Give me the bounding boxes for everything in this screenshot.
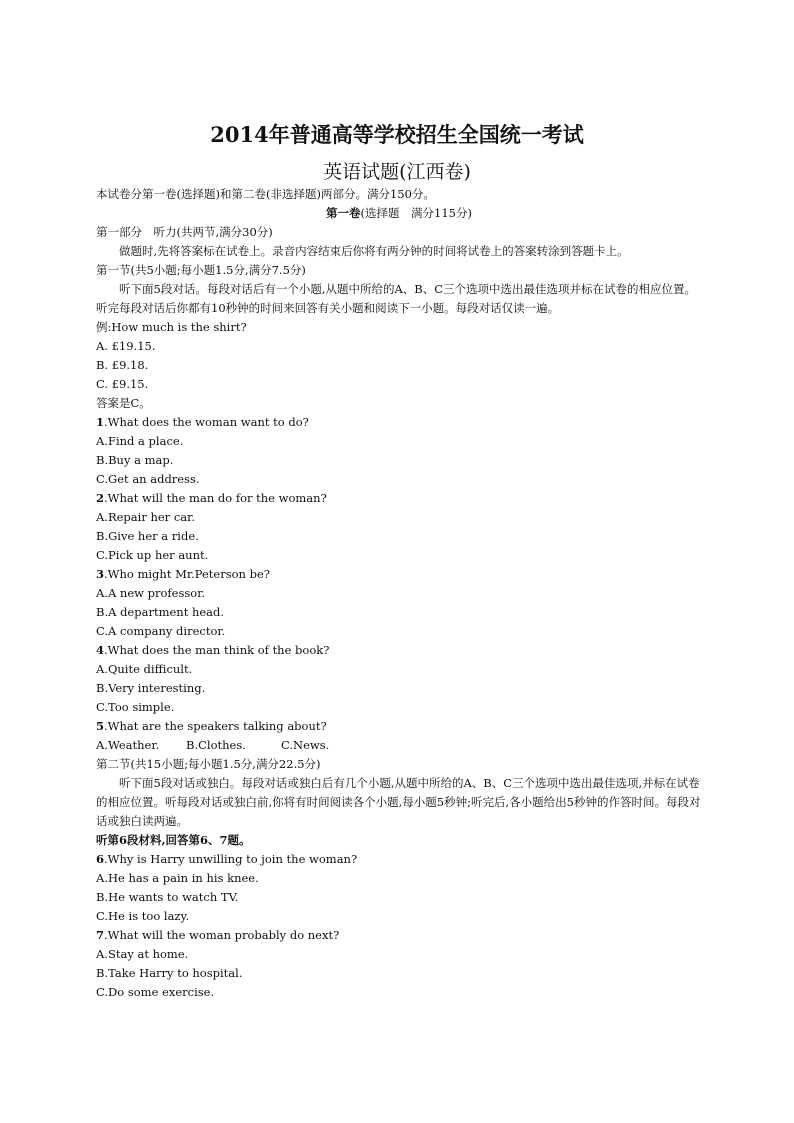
volume-name: 第一卷 xyxy=(326,206,361,220)
question xyxy=(96,850,702,869)
example-option-c: C. £9.15. xyxy=(96,377,149,391)
question-number: 2 xyxy=(96,491,105,505)
exam-subtitle: 英语试题(江西卷) xyxy=(323,161,471,183)
option-b: B.He wants to watch TV. xyxy=(96,890,239,904)
question-text: .What will the man do for the woman? xyxy=(104,491,327,505)
question-text: .Who might Mr.Peterson be? xyxy=(104,567,270,581)
option-c: C.A company director. xyxy=(96,624,226,638)
question xyxy=(96,641,702,660)
question-text: .Why is Harry unwilling to join the woman? xyxy=(104,852,358,866)
example-option-a: A. £19.15. xyxy=(96,339,156,353)
question-text: .What does the woman want to do? xyxy=(104,415,309,429)
example-answer: 答案是C。 xyxy=(96,396,151,410)
general-instruction: 做题时,先将答案标在试卷上。录音内容结束后你将有两分钟的时间将试卷上的答案转涂到答题卡上。 xyxy=(119,244,629,258)
section1-instruction: 听下面5段对话。每段对话后有一个小题,从题中所给的A、B、C三个选项中选出最佳选项并标在试卷的相应位置。听完每段对话后你都有10秒钟的时间来回答有关小题和阅读下一小题。每段对话仅读一遍。 xyxy=(96,282,697,315)
question-number: 5 xyxy=(96,719,105,733)
section2-heading: 第二节(共15小题;每小题1.5分,满分22.5分) xyxy=(96,757,321,771)
question-text: .What are the speakers talking about? xyxy=(104,719,327,733)
option-b: B.A department head. xyxy=(96,605,225,619)
option-a: A.A new professor. xyxy=(96,586,206,600)
exam-intro: 本试卷分第一卷(选择题)和第二卷(非选择题)两部分。满分150分。 xyxy=(96,187,435,201)
option-b: B.Clothes. xyxy=(186,738,246,752)
question-number: 3 xyxy=(96,567,105,581)
option-b: B.Give her a ride. xyxy=(96,529,199,543)
part1-heading: 第一部分 听力(共两节,满分30分) xyxy=(96,225,273,239)
option-c: C.News. xyxy=(281,738,330,752)
option-c: C.Pick up her aunt. xyxy=(96,548,209,562)
option-c: C.He is too lazy. xyxy=(96,909,190,923)
question-number: 7 xyxy=(96,928,105,942)
option-a: A.Weather. xyxy=(96,738,160,752)
question xyxy=(96,717,702,736)
option-b: B.Very interesting. xyxy=(96,681,206,695)
question-number: 1 xyxy=(96,415,105,429)
option-b: B.Take Harry to hospital. xyxy=(96,966,243,980)
option-a: A.Stay at home. xyxy=(96,947,189,961)
inline-options xyxy=(96,736,702,755)
question-text: .What will the woman probably do next? xyxy=(104,928,340,942)
option-a: A.Find a place. xyxy=(96,434,184,448)
question xyxy=(96,565,702,584)
section1-heading: 第一节(共5小题;每小题1.5分,满分7.5分) xyxy=(96,263,306,277)
volume-heading xyxy=(96,204,702,223)
question xyxy=(96,926,702,945)
exam-content xyxy=(96,185,702,1002)
option-a: A.He has a pain in his knee. xyxy=(96,871,259,885)
question xyxy=(96,413,702,432)
question-number: 4 xyxy=(96,643,105,657)
question xyxy=(96,489,702,508)
example-question: 例:How much is the shirt? xyxy=(96,320,247,334)
question-number: 6 xyxy=(96,852,105,866)
option-c: C.Do some exercise. xyxy=(96,985,215,999)
option-a: A.Repair her car. xyxy=(96,510,196,524)
example-option-b: B. £9.18. xyxy=(96,358,149,372)
option-c: C.Get an address. xyxy=(96,472,200,486)
material-note: 听第6段材料,回答第6、7题。 xyxy=(96,833,251,847)
option-b: B.Buy a map. xyxy=(96,453,174,467)
question-text: .What does the man think of the book? xyxy=(104,643,330,657)
exam-title: 2014年普通高等学校招生全国统一考试 xyxy=(210,122,584,147)
volume-note: (选择题 满分115分) xyxy=(360,206,472,220)
option-c: C.Too simple. xyxy=(96,700,175,714)
option-a: A.Quite difficult. xyxy=(96,662,193,676)
section2-instruction: 听下面5段对话或独白。每段对话或独白后有几个小题,从题中所给的A、B、C三个选项中选出最佳选项,并标在试卷的相应位置。听每段对话或独白前,你将有时间阅读各个小题,每小题5秒钟;听完后,各小题给出5秒钟的作答时间。每段对话或独白读两遍。 xyxy=(96,776,701,828)
